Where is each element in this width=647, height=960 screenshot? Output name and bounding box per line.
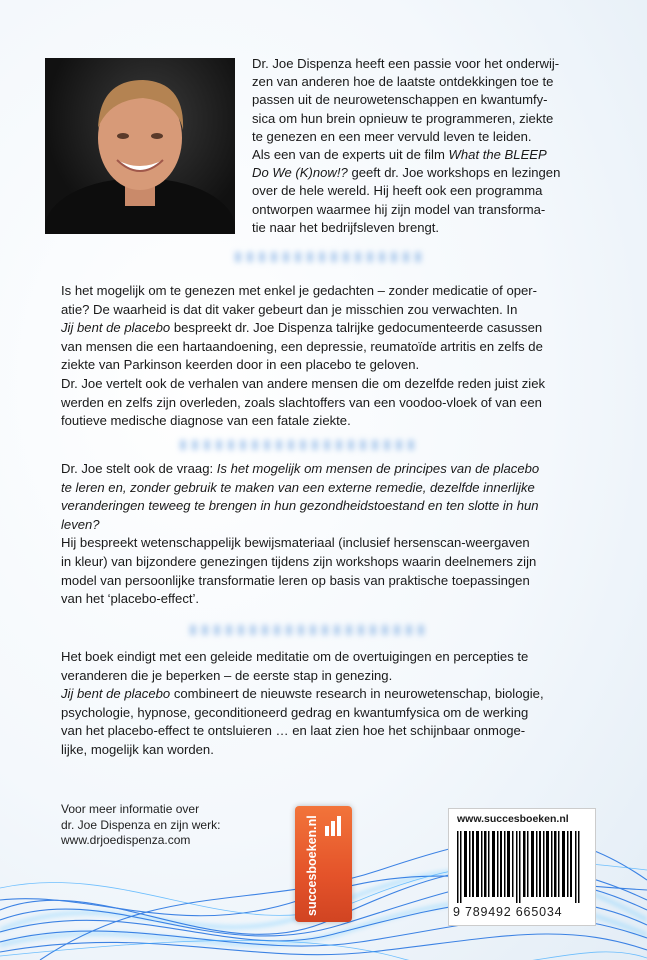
text-line xyxy=(61,319,631,338)
question-text: Is het mogelijk om mensen de principes van de placebo xyxy=(216,461,540,476)
barcode-url: www.succesboeken.nl xyxy=(457,813,569,825)
bio-text: Als een van de experts uit de film xyxy=(252,147,449,163)
film-title: Do We (K)now!? xyxy=(252,165,348,181)
paragraph-healing xyxy=(61,282,631,431)
separator xyxy=(235,252,425,262)
bio-line: Dr. Joe Dispenza heeft een passie voor het onderwij- xyxy=(252,56,560,71)
text-line xyxy=(61,479,631,498)
question-text: veranderingen teweeg te brengen in hun gezondheidstoestand en ten slotte in hun xyxy=(61,498,539,514)
film-title: What the BLEEP xyxy=(448,147,547,163)
text-line xyxy=(61,460,631,479)
question-text: leven? xyxy=(61,516,100,532)
text-line: van het ‘placebo-effect’. xyxy=(61,591,200,607)
website-link[interactable]: www.drjoedispenza.com xyxy=(61,833,191,847)
text-line: Is het mogelijk om te genezen met enkel je gedachten – zonder medicatie of oper- xyxy=(61,283,538,298)
bar-chart-icon xyxy=(325,814,345,836)
bio-line: passen uit de neurowetenschappen en kwantumfy- xyxy=(252,92,548,108)
logo-text: succesboeken.nl xyxy=(305,815,319,916)
bio-line: sica om hun brein opnieuw te programmeren, ziekte xyxy=(252,110,554,126)
text-line: ziekte van Parkinson keerden door in een placebo te geloven. xyxy=(61,357,420,373)
text-line: psychologie, hypnose, geconditioneerd gedrag en kwantumfysica om de werking xyxy=(61,704,529,720)
text-line: werden en zelfs zijn overleden, zoals slachtoffers van een voodoo-vloek of van een xyxy=(61,394,542,410)
text-line xyxy=(61,516,631,535)
bio-line: tie naar het bedrijfsleven brengt. xyxy=(252,219,440,235)
text-line: in kleur) van bijzondere genezingen tijdens zijn workshops waarin deelnemers zijn xyxy=(61,553,537,569)
text-span: Dr. Joe stelt ook de vraag: xyxy=(61,461,217,476)
bio-line xyxy=(252,146,612,164)
text-line: model van persoonlijke transformatie leren op basis van praktische toepassingen xyxy=(61,572,530,588)
book-title: Jij bent de placebo xyxy=(61,686,171,702)
author-photo xyxy=(45,58,235,234)
barcode-bars xyxy=(457,831,587,903)
text-line: atie? De waarheid is dat dit vaker gebeurt dan je misschien zou verwachten. In xyxy=(61,301,518,317)
author-bio xyxy=(252,55,612,237)
text-line: Dr. Joe vertelt ook de verhalen van andere mensen die om dezelfde reden juist ziek xyxy=(61,375,546,391)
bio-line xyxy=(252,164,612,182)
bio-text: geeft dr. Joe workshops en lezingen xyxy=(347,165,561,181)
text-line: Hij bespreekt wetenschappelijk bewijsmateriaal (inclusief hersenscan-weergaven xyxy=(61,535,530,551)
bio-line: te genezen en een meer vervuld leven te leiden. xyxy=(252,128,532,144)
isbn-number: 9 789492 665034 xyxy=(453,905,563,919)
separator xyxy=(190,625,430,635)
text-span: combineert de nieuwste research in neurowetenschap, biologie, xyxy=(170,686,544,702)
bio-line: zen van anderen hoe de laatste ontdekkingen toe te xyxy=(252,74,554,90)
text-line: foutieve medische diagnose van een fatale ziekte. xyxy=(61,413,351,429)
paragraph-question xyxy=(61,460,631,609)
text-line: veranderen die je beperken – de eerste stap in genezing. xyxy=(61,667,393,683)
book-title: Jij bent de placebo xyxy=(61,320,171,336)
publisher-logo xyxy=(295,806,352,922)
text-line: Het boek eindigt met een geleide meditatie om de overtuigingen en percepties te xyxy=(61,649,529,664)
info-line: dr. Joe Dispenza en zijn werk: xyxy=(61,817,221,832)
info-line: Voor meer informatie over xyxy=(61,802,200,816)
more-info xyxy=(61,802,301,849)
text-line: van het placebo-effect te ontsluieren … en laat zien hoe het schijnbaar onmoge- xyxy=(61,723,526,739)
question-text: te leren en, zonder gebruik te maken van een externe remedie, dezelfde innerlijke xyxy=(61,479,535,495)
bio-line: over de hele wereld. Hij heeft ook een programma xyxy=(252,183,543,199)
author-portrait xyxy=(45,58,235,234)
text-span: bespreekt dr. Joe Dispenza talrijke gedocumenteerde casussen xyxy=(170,320,543,336)
text-line xyxy=(61,685,631,704)
text-line: van mensen die een hartaandoening, een depressie, reumatoïde artritis en zelfs de xyxy=(61,338,543,354)
bio-line: ontworpen waarmee hij zijn model van transforma- xyxy=(252,201,546,217)
paragraph-conclusion xyxy=(61,648,631,760)
barcode xyxy=(448,808,596,926)
separator xyxy=(180,440,420,450)
text-line: lijke, mogelijk kan worden. xyxy=(61,741,214,757)
text-line xyxy=(61,497,631,516)
